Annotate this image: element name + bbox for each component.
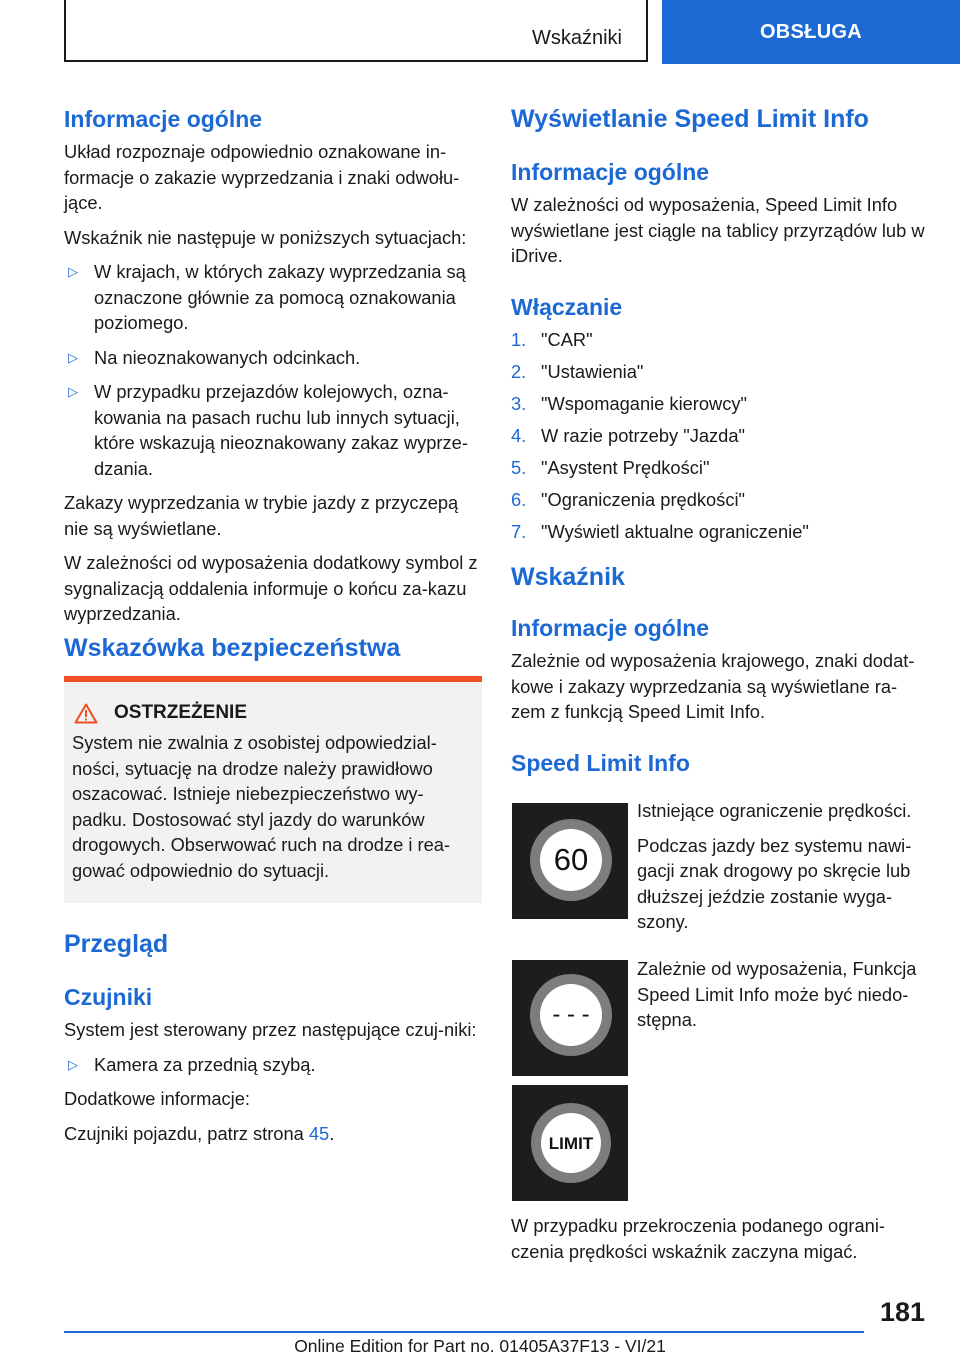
paragraph: Zakazy wyprzedzania w trybie jazdy z przyczepą nie są wyświetlane. <box>64 492 459 539</box>
triangle-bullet-icon: ▷ <box>68 384 78 399</box>
step-number: 5. <box>511 456 527 478</box>
paragraph: Dodatkowe informacje: <box>64 1088 250 1109</box>
step-text: "Wspomaganie kierowcy" <box>541 392 748 414</box>
list-item <box>64 259 482 336</box>
paragraph: Zależnie od wyposażenia, Funkcja Speed Limit Info może być niedo-stępna. <box>637 958 917 1030</box>
list-item-text: Na nieoznakowanych odcinkach. <box>94 346 361 368</box>
step-number: 6. <box>511 488 527 510</box>
speed-limit-60-image <box>512 803 628 919</box>
list-item <box>64 345 482 371</box>
step-number: 7. <box>511 520 527 542</box>
paragraph: Istniejące ograniczenie prędkości. <box>637 800 912 821</box>
list-item-text: Kamera za przednią szybą. <box>94 1053 316 1075</box>
step-item <box>511 327 929 353</box>
list-item <box>64 379 482 481</box>
paragraph: Podczas jazdy bez systemu nawi-gacji znak drogowy po skręcie lub dłuższej jeździe zostanie wyga-szony. <box>637 834 912 932</box>
heading-general-info: Informacje ogólne <box>511 159 710 185</box>
warning-text: System nie zwalnia z osobistej odpowiedzial-ności, sytuację na drodze należy prawidłowo oszacować. Istnieje niebezpieczeństwo wy-padku. Dostosować styl jazdy do warunków drogowych. Obserwować ruch na drodze i rea-gować odpowiednio do sytuacji. <box>72 732 450 881</box>
step-text: "Asystent Prędkości" <box>541 456 710 478</box>
step-text: "Ograniczenia prędkości" <box>541 488 746 510</box>
speed-limit-description-1 <box>637 798 937 935</box>
speed-sign-60-icon <box>512 803 628 919</box>
heading-sensors: Czujniki <box>64 984 153 1010</box>
page-number: 181 <box>879 1297 925 1327</box>
left-column-bottom <box>64 929 482 1146</box>
paragraph: Zależnie od wyposażenia krajowego, znaki dodat-kowe i zakazy wyprzedzania są wyświetlane ra-zem z funkcją Speed Limit Info. <box>511 650 915 722</box>
heading-general-info: Informacje ogólne <box>64 106 263 132</box>
right-column-top <box>511 104 929 777</box>
step-number: 1. <box>511 328 527 350</box>
step-item <box>511 519 929 545</box>
speed-limit-unavailable-image <box>512 1085 628 1201</box>
paragraph-page-reference <box>64 1121 482 1147</box>
step-item <box>511 359 929 385</box>
step-item <box>511 423 929 449</box>
header-section-title: Wskaźniki <box>531 27 622 49</box>
triangle-bullet-icon: ▷ <box>68 349 78 365</box>
list-item-text: W przypadku przejazdów kolejowych, ozna-kowania na pasach ruchu lub innych sytuacji, które wskazują nieoznakowany zakaz wyprze-dzania. <box>94 381 468 479</box>
limit-sign-icon <box>512 1085 628 1201</box>
step-item <box>511 487 929 513</box>
paragraph: W zależności od wyposażenia, Speed Limit Info wyświetlane jest ciągle na tablicy przyrządów lub w iDrive. <box>511 194 925 266</box>
heading-speed-limit-info: Speed Limit Info <box>511 749 690 776</box>
paragraph: Układ rozpoznaje odpowiednio oznakowane in-formacje o zakazie wyprzedzania i znaki odwołu-jące. <box>64 141 460 213</box>
step-number: 4. <box>511 424 527 446</box>
blink-note <box>511 1213 929 1264</box>
step-item <box>511 455 929 481</box>
paragraph: System jest sterowany przez następujące czuj-niki: <box>64 1019 477 1040</box>
header-section-box <box>64 0 648 62</box>
reference-end: . <box>329 1122 335 1144</box>
page-link[interactable]: 45 <box>308 1122 330 1144</box>
footer-divider <box>64 1331 864 1333</box>
speed-sign-unknown-icon <box>512 960 628 1076</box>
steps-list <box>511 327 929 545</box>
speed-limit-unknown-image <box>512 960 628 1076</box>
step-item <box>511 391 929 417</box>
step-text: "Wyświetl aktualne ograniczenie" <box>541 520 809 542</box>
paragraph: W zależności od wyposażenia dodatkowy symbol z sygnalizacją oddalenia informuje o końcu za-kazu wyprzedzania. <box>64 552 478 624</box>
step-text: W razie potrzeby "Jazda" <box>541 424 745 446</box>
paragraph: W przypadku przekroczenia podanego ograni-czenia prędkości wskaźnik zaczyna migać. <box>511 1215 885 1262</box>
step-text: "CAR" <box>541 328 593 350</box>
heading-general-info-2: Informacje ogólne <box>511 615 710 641</box>
speed-sign-value: 60 <box>553 842 589 877</box>
step-number: 3. <box>511 392 527 414</box>
speed-limit-description-2 <box>637 956 937 1033</box>
edition-note: Online Edition for Part no. 01405A37F13 - VI/21 <box>294 1336 666 1356</box>
step-text: "Ustawienia" <box>541 360 644 382</box>
warning-box <box>64 676 482 903</box>
paragraph: Wskaźnik nie następuje w poniższych sytuacjach: <box>64 226 467 248</box>
list-item-text: W krajach, w których zakazy wyprzedzania są oznaczone głównie za pomocą oznakowania poziomego. <box>94 261 466 333</box>
heading-safety: Wskazówka bezpieczeństwa <box>64 634 401 662</box>
left-column-top <box>64 105 482 627</box>
list-item <box>64 1052 482 1078</box>
reference-text: Czujniki pojazdu, patrz strona <box>64 1122 309 1144</box>
heading-indicator: Wskaźnik <box>511 563 625 591</box>
heading-enable: Włączanie <box>511 293 623 320</box>
speed-sign-placeholder: - - - <box>552 1001 590 1028</box>
warning-title: OSTRZEŻENIE <box>114 702 248 723</box>
step-number: 2. <box>511 360 527 382</box>
triangle-bullet-icon: ▷ <box>68 1056 78 1072</box>
warning-triangle-icon <box>74 703 98 724</box>
triangle-bullet-icon: ▷ <box>68 264 78 279</box>
heading-speed-limit-display: Wyświetlanie Speed Limit Info <box>511 105 869 133</box>
header-chapter-tab: OBSŁUGA <box>662 0 960 64</box>
warning-header <box>72 702 464 724</box>
heading-overview: Przegląd <box>64 930 169 958</box>
limit-sign-text: LIMIT <box>548 1134 594 1153</box>
